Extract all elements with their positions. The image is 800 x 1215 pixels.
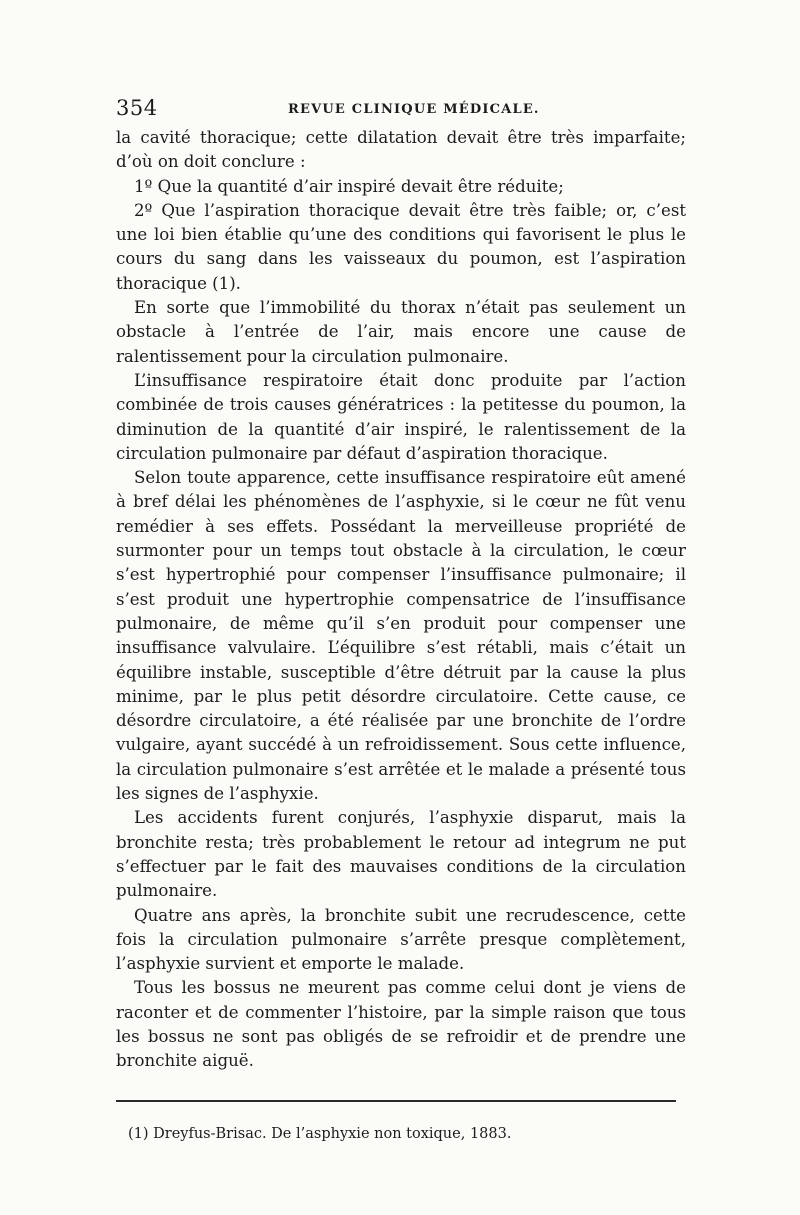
paragraph: L’insuffisance respiratoire était donc produite par l’action combinée de trois causes génératrices : la petitesse du poumon, la diminution de la quantité d’air inspiré, le ralentissement de la circulation pulmonaire par défaut d’aspiration thoracique. — [116, 370, 686, 463]
paragraph: 2º Que l’aspiration thoracique devait être très faible; or, c’est une loi bien établie qu’une des conditions qui favorisent le plus le cours du sang dans les vaisseaux du poumon, est l’aspiration thoracique (1). — [116, 200, 686, 293]
paragraph: Selon toute apparence, cette insuffisance respiratoire eût amené à bref délai les phénomènes de l’asphyxie, si le cœur ne fût venu remédier à ses effets. Possédant la merveilleuse propriété de surmonter pour un temps tout obstacle à la circulation, le cœur s’est hypertrophié pour compenser l’insuffisance pulmonaire; il s’est produit une hypertrophie compensatrice de l’insuffisance pulmonaire, de même qu’il s’en produit pour compenser une insuffisance valvulaire. L’équilibre s’est rétabli, mais c’était un équilibre instable, susceptible d’être détruit par la cause la plus minime, par le plus petit désordre circulatoire. Cette cause, ce désordre circulatoire, a été réalisée par une bronchite de l’ordre vulgaire, ayant succédé à un refroidissement. Sous cette influence, la circulation pulmonaire s’est arrêtée et le malade a présenté tous les signes de l’asphyxie. — [116, 468, 686, 804]
running-title: REVUE CLINIQUE MÉDICALE. — [288, 102, 540, 117]
paragraph: Quatre ans après, la bronchite subit une recrudescence, cette fois la circulation pulmonaire s’arrête presque complètement, l’asphyxie survient et emporte le malade. — [116, 905, 686, 974]
footnote-divider — [116, 1100, 676, 1102]
footnote: (1) Dreyfus-Brisac. De l’asphyxie non toxique, 1883. — [128, 1125, 512, 1142]
page-number: 354 — [116, 96, 158, 120]
paragraph: 1º Que la quantité d’air inspiré devait être réduite; — [134, 176, 564, 196]
paragraph: Les accidents furent conjurés, l’asphyxie disparut, mais la bronchite resta; très probablement le retour ad integrum ne put s’effectuer par le fait des mauvaises conditions de la circulation pulmonaire. — [116, 808, 686, 901]
paragraph: Tous les bossus ne meurent pas comme celui dont je viens de raconter et de commenter l’histoire, par la simple raison que tous les bossus ne sont pas obligés de se refroidir et de prendre une bronchite aiguë. — [116, 978, 686, 1071]
page-header — [116, 96, 686, 122]
paragraph: En sorte que l’immobilité du thorax n’était pas seulement un obstacle à l’entrée de l’air, mais encore une cause de ralentissement pour la circulation pulmonaire. — [116, 298, 686, 366]
paragraph: la cavité thoracique; cette dilatation devait être très imparfaite; d’où on doit conclure : — [116, 128, 686, 172]
book-page — [116, 96, 686, 1144]
body-text — [116, 126, 686, 1074]
